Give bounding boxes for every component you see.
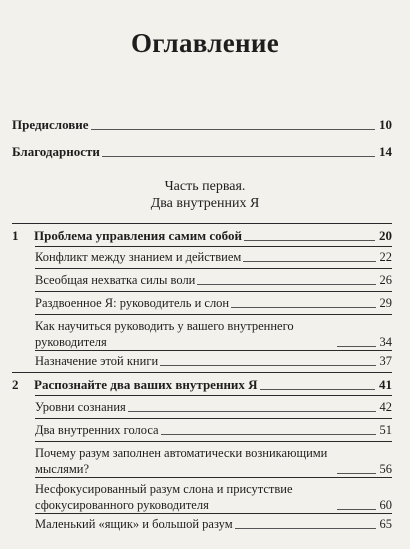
dot-leader xyxy=(160,365,375,366)
toc-entry-preface[interactable] xyxy=(12,117,392,133)
section-rule xyxy=(35,418,392,419)
section-rule xyxy=(35,441,392,442)
toc-section[interactable] xyxy=(35,481,392,513)
chapter-rule xyxy=(12,223,392,224)
section-title: Несфокусированный разум слона и присутствие сфокусированного руководителя xyxy=(35,482,293,512)
part-heading-line2: Два внутренних Я xyxy=(150,196,260,211)
section-title: Конфликт между знанием и действием xyxy=(35,250,242,264)
section-page: 60 xyxy=(379,498,392,512)
dot-leader xyxy=(337,509,376,510)
dot-leader xyxy=(161,434,376,435)
section-title: Всеобщая нехватка силы воли xyxy=(35,273,196,287)
section-title: Назначение этой книги xyxy=(35,354,159,368)
dot-leader xyxy=(244,240,375,241)
toc-section[interactable] xyxy=(35,249,392,265)
section-page: 22 xyxy=(379,250,392,264)
section-title: Почему разум заполнен автоматически возникающими мыслями? xyxy=(35,446,328,476)
section-page: 65 xyxy=(379,517,392,531)
section-page: 29 xyxy=(379,296,392,310)
section-rule xyxy=(35,291,392,292)
chapter-rule xyxy=(12,372,392,373)
toc-section[interactable] xyxy=(35,318,392,350)
toc-entry-label: Предисловие xyxy=(12,117,89,132)
section-page: 37 xyxy=(379,354,392,368)
section-page: 26 xyxy=(379,273,392,287)
section-page: 34 xyxy=(379,335,392,349)
dot-leader xyxy=(243,261,375,262)
section-rule xyxy=(35,314,392,315)
dot-leader xyxy=(231,307,375,308)
section-title: Маленький «ящик» и большой разум xyxy=(35,517,233,531)
section-page: 56 xyxy=(379,462,392,476)
dot-leader xyxy=(337,473,376,474)
dot-leader xyxy=(197,284,375,285)
toc-entry-label: Благодарности xyxy=(12,144,100,159)
toc-section[interactable] xyxy=(35,399,392,415)
toc-entry-page: 10 xyxy=(379,117,392,132)
dot-leader xyxy=(337,346,376,347)
chapter-number: 2 xyxy=(12,377,19,392)
toc-section[interactable] xyxy=(35,516,392,532)
section-title: Уровни сознания xyxy=(35,400,126,414)
toc-section[interactable] xyxy=(35,445,392,477)
section-page: 42 xyxy=(379,400,392,414)
chapter-number: 1 xyxy=(12,228,19,243)
toc-chapter-1[interactable] xyxy=(12,228,392,244)
toc-section[interactable] xyxy=(35,353,392,369)
section-rule xyxy=(35,350,392,351)
toc-section[interactable] xyxy=(35,272,392,288)
toc-entry-acknowledgements[interactable] xyxy=(12,144,392,160)
chapter-page: 41 xyxy=(379,377,392,392)
dot-leader xyxy=(260,389,375,390)
dot-leader xyxy=(128,411,376,412)
toc-entry-page: 14 xyxy=(379,144,392,159)
toc-chapter-2[interactable] xyxy=(12,377,392,393)
toc-section[interactable] xyxy=(35,295,392,311)
section-rule xyxy=(35,268,392,269)
section-rule xyxy=(35,246,392,247)
section-rule xyxy=(35,513,392,514)
chapter-title: Распознайте два ваших внутренних Я xyxy=(34,377,258,392)
dot-leader xyxy=(235,528,376,529)
section-title: Раздвоенное Я: руководитель и слон xyxy=(35,296,230,310)
section-title: Как научиться руководить у вашего внутреннего руководителя xyxy=(35,319,294,349)
section-title: Два внутренних голоса xyxy=(35,423,159,437)
dot-leader xyxy=(91,129,375,130)
chapter-page: 20 xyxy=(379,228,392,243)
section-page: 51 xyxy=(379,423,392,437)
dot-leader xyxy=(102,156,375,157)
section-rule xyxy=(35,395,392,396)
toc-section[interactable] xyxy=(35,422,392,438)
section-rule xyxy=(35,477,392,478)
chapter-title: Проблема управления самим собой xyxy=(34,228,242,243)
page-title: Оглавление xyxy=(131,28,279,58)
part-heading-line1: Часть первая. xyxy=(164,179,246,194)
